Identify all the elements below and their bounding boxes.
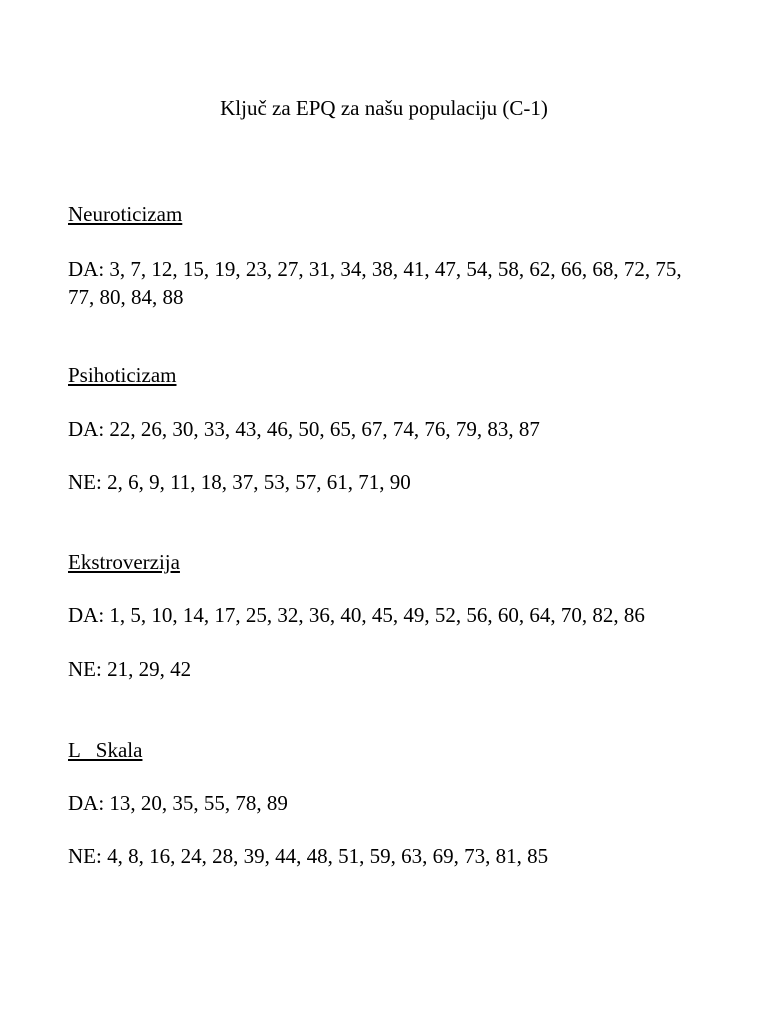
da-item-list: DA: 13, 20, 35, 55, 78, 89 (68, 791, 288, 815)
ne-item-list: NE: 4, 8, 16, 24, 28, 39, 44, 48, 51, 59, 63, 69, 73, 81, 85 (68, 844, 549, 868)
ne-item-list: NE: 2, 6, 9, 11, 18, 37, 53, 57, 61, 71, 90 (68, 470, 411, 494)
section-heading: Neuroticizam (68, 202, 183, 226)
ne-item-list: NE: 21, 29, 42 (68, 657, 192, 681)
section-heading: Psihoticizam (68, 363, 177, 387)
section-heading: L Skala (68, 738, 143, 762)
da-item-list: DA: 1, 5, 10, 14, 17, 25, 32, 36, 40, 45, 49, 52, 56, 60, 64, 70, 82, 86 (68, 603, 645, 627)
section-heading: Ekstroverzija (68, 550, 180, 574)
document-title: Ključ za EPQ za našu populaciju (C-1) (220, 96, 548, 120)
da-item-list: DA: 22, 26, 30, 33, 43, 46, 50, 65, 67, 74, 76, 79, 83, 87 (68, 417, 540, 441)
da-item-list: DA: 3, 7, 12, 15, 19, 23, 27, 31, 34, 38, 41, 47, 54, 58, 62, 66, 68, 72, 75, 77, 80, 84, 88 (68, 257, 682, 309)
